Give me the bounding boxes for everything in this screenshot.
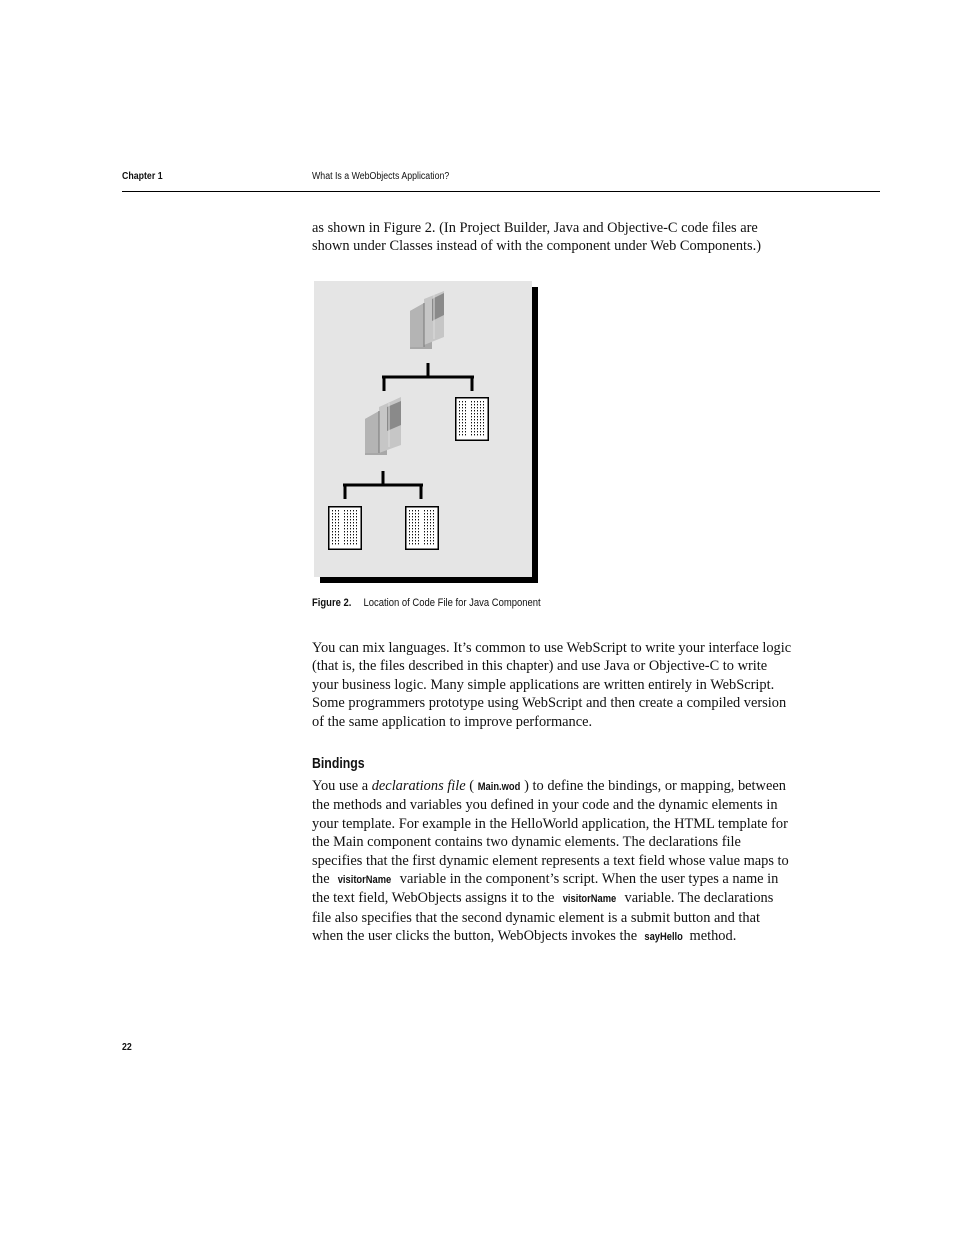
bindings-paragraph [312,777,794,947]
text-run: method. [685,928,737,945]
chapter-title: What Is a WebObjects Application? [312,171,450,182]
text-run: ) to define the bindings, or mapping, between the methods and variables you defined in your code and the dynamic elements in your template. For example in the HelloWorld application, the HTML template for the Main component contains two dynamic elements. The declarations file specifies that the first dynamic element represents a text field whose value maps to the [312,778,789,888]
figure-label: Figure 2. [312,597,352,609]
languages-paragraph: You can mix languages. It’s common to use WebScript to write your interface logic (that is, the files described in this chapter) and use Java or Objective-C to write your business logic. Many simple applications are written entirely in WebScript. Some programmers prototype using WebScript and then create a compiled version of the same application to improve performance. [312,640,792,730]
code-variable: visitorName [562,893,617,906]
page-number: 22 [122,1042,132,1053]
document-file-icon [328,506,362,550]
text-run: You use a [312,778,372,794]
text-run: ( [465,778,475,794]
text-run: variable. The declarations file also specifies that the second dynamic element is a submit button and that when the user clicks the button, WebObjects invokes the [312,890,774,945]
figure-caption [312,597,541,609]
code-variable: visitorName [337,874,392,887]
figure-caption-text: Location of Code File for Java Component [363,597,541,609]
document-file-icon [405,506,439,550]
document-file-icon [455,397,489,441]
chapter-label: Chapter 1 [122,171,163,182]
figure-diagram [314,281,538,583]
emphasis-term: declarations file [371,778,466,794]
page-header [122,170,880,192]
section-heading-bindings: Bindings [312,755,365,772]
code-filename: Main.wod [477,781,521,793]
text-run: variable in the component’s script. When the user types a name in the text field, WebObjects assigns it to the [312,871,779,907]
code-method: sayHello [644,931,683,944]
intro-paragraph: as shown in Figure 2. (In Project Builder, Java and Objective-C code files are shown under Classes instead of with the component under Web Components.) [312,220,762,255]
